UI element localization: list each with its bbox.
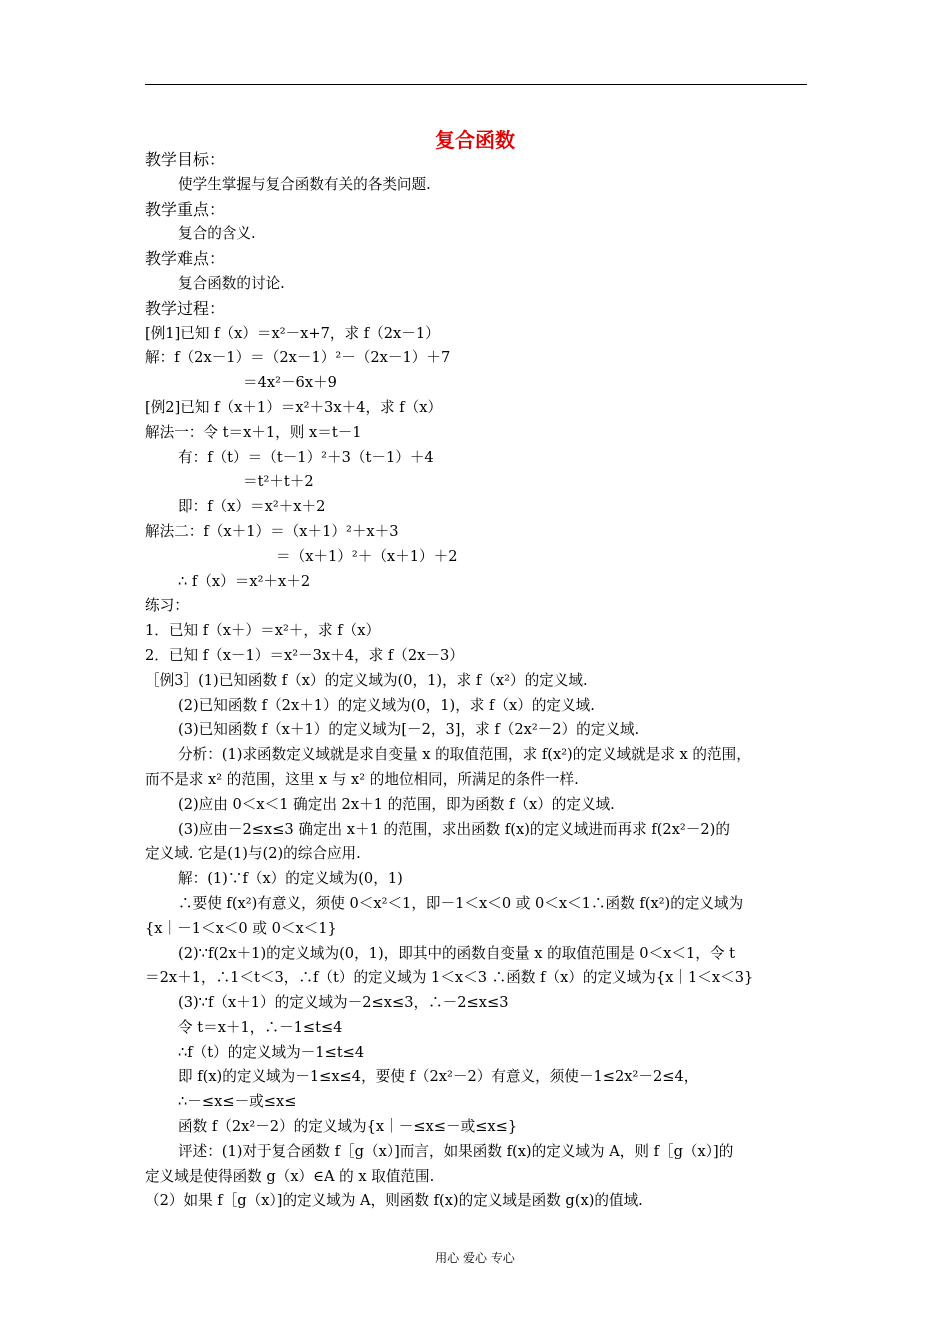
text-line: 令 t＝x＋1，∴－1≤t≤4 xyxy=(178,1018,343,1036)
text-line: 解法一：令 t＝x＋1，则 x＝t－1 xyxy=(145,423,362,441)
text-line: 有：f（t）＝（t－1）²＋3（t－1）＋4 xyxy=(178,448,434,466)
document-body xyxy=(145,148,809,1214)
text-line: 解法二：f（x＋1）＝（x＋1）²＋x＋3 xyxy=(145,522,399,540)
text-line: 使学生掌握与复合函数有关的各类问题. xyxy=(178,175,431,193)
text-line: {x｜－1＜x＜0 或 0＜x＜1} xyxy=(145,919,337,937)
page-title: 复合函数 xyxy=(435,128,515,152)
text-line: ∴f（t）的定义域为－1≤t≤4 xyxy=(178,1043,365,1061)
page-footer: 用心 爱心 专心 xyxy=(435,1251,515,1265)
text-line: ＝2x＋1，∴1＜t＜3，∴f（t）的定义域为 1＜x＜3 ∴函数 f（x）的定义域为{x｜1＜x＜3} xyxy=(145,969,754,987)
text-line: ∴ f（x）＝x²＋x＋2 xyxy=(178,572,311,590)
text-line: 教学重点： xyxy=(145,199,226,219)
text-line: 教学过程： xyxy=(145,298,226,318)
text-line: [例1]已知 f（x）＝x²－x+7，求 f（2x－1） xyxy=(145,324,440,342)
text-line: 即 f(x)的定义域为－1≤x≤4，要使 f（2x²－2）有意义，须使－1≤2x²－2≤4， xyxy=(178,1068,699,1086)
text-line: 教学目标： xyxy=(145,150,226,169)
text-line: 复合的含义. xyxy=(178,225,256,243)
text-line: [例2]已知 f（x＋1）＝x²＋3x＋4，求 f（x） xyxy=(145,398,443,416)
text-line: ＝t²＋t＋2 xyxy=(243,473,314,491)
text-line: (2)∵f(2x＋1)的定义域为(0，1)，即其中的函数自变量 x 的取值范围是 0＜x＜1，令 t xyxy=(178,944,735,962)
text-line: ＝4x²－6x＋9 xyxy=(243,374,337,392)
text-line: 评述：(1)对于复合函数 f［g（x）]而言，如果函数 f(x)的定义域为 A，则 f［g（x）]的 xyxy=(178,1142,734,1160)
text-line: 定义域. 它是(1)与(2)的综合应用. xyxy=(145,845,361,863)
header-rule xyxy=(145,84,807,85)
text-line: ∴－≤x≤－或≤x≤ xyxy=(178,1093,297,1111)
text-line: 即：f（x）＝x²＋x＋2 xyxy=(178,498,326,516)
text-line: (3)应由－2≤x≤3 确定出 x＋1 的范围，求出函数 f(x)的定义域进而再求 f(2x²－2)的 xyxy=(178,820,730,838)
text-line: (2)应由 0＜x＜1 确定出 2x＋1 的范围，即为函数 f（x）的定义域. xyxy=(178,795,615,813)
text-line: 练习： xyxy=(145,597,189,615)
text-line: 函数 f（2x²－2）的定义域为{x｜－≤x≤－或≤x≤} xyxy=(178,1118,518,1136)
text-line: (3)已知函数 f（x＋1）的定义域为[－2，3]，求 f（2x²－2）的定义域. xyxy=(178,721,640,739)
text-line: 而不是求 x² 的范围，这里 x 与 x² 的地位相同，所满足的条件一样. xyxy=(145,770,579,788)
text-line: (2)已知函数 f（2x＋1）的定义域为(0，1)，求 f（x）的定义域. xyxy=(178,696,595,714)
text-line: 解：(1)∵f（x）的定义域为(0，1) xyxy=(178,870,403,888)
text-line: 1．已知 f（x＋）＝x²＋，求 f（x） xyxy=(145,622,381,640)
text-line: 复合函数的讨论. xyxy=(178,274,285,292)
text-line: ＝（x＋1）²＋（x＋1）＋2 xyxy=(276,547,458,565)
text-line: ∴要使 f(x²)有意义，须使 0＜x²＜1，即－1＜x＜0 或 0＜x＜1∴函数 f(x²)的定义域为 xyxy=(178,894,744,912)
text-line: 教学难点： xyxy=(145,249,226,269)
text-line: 分析：(1)求函数定义域就是求自变量 x 的取值范围，求 f(x²)的定义域就是求 x 的范围， xyxy=(178,746,751,764)
text-line: (3)∵f（x＋1）的定义域为－2≤x≤3，∴－2≤x≤3 xyxy=(178,994,509,1012)
text-line: ［例3］(1)已知函数 f（x）的定义域为(0，1)，求 f（x²）的定义域. xyxy=(145,671,588,689)
text-line: 解：f（2x－1）＝（2x－1）²－（2x－1）＋7 xyxy=(145,349,451,367)
text-line: 定义域是使得函数 g（x）∈A 的 x 取值范围. xyxy=(145,1167,435,1185)
text-line: 2．已知 f（x－1）＝x²－3x＋4，求 f（2x－3） xyxy=(145,646,464,664)
text-line: （2）如果 f［g（x）]的定义域为 A，则函数 f(x)的定义域是函数 g(x)的值域. xyxy=(145,1192,643,1210)
